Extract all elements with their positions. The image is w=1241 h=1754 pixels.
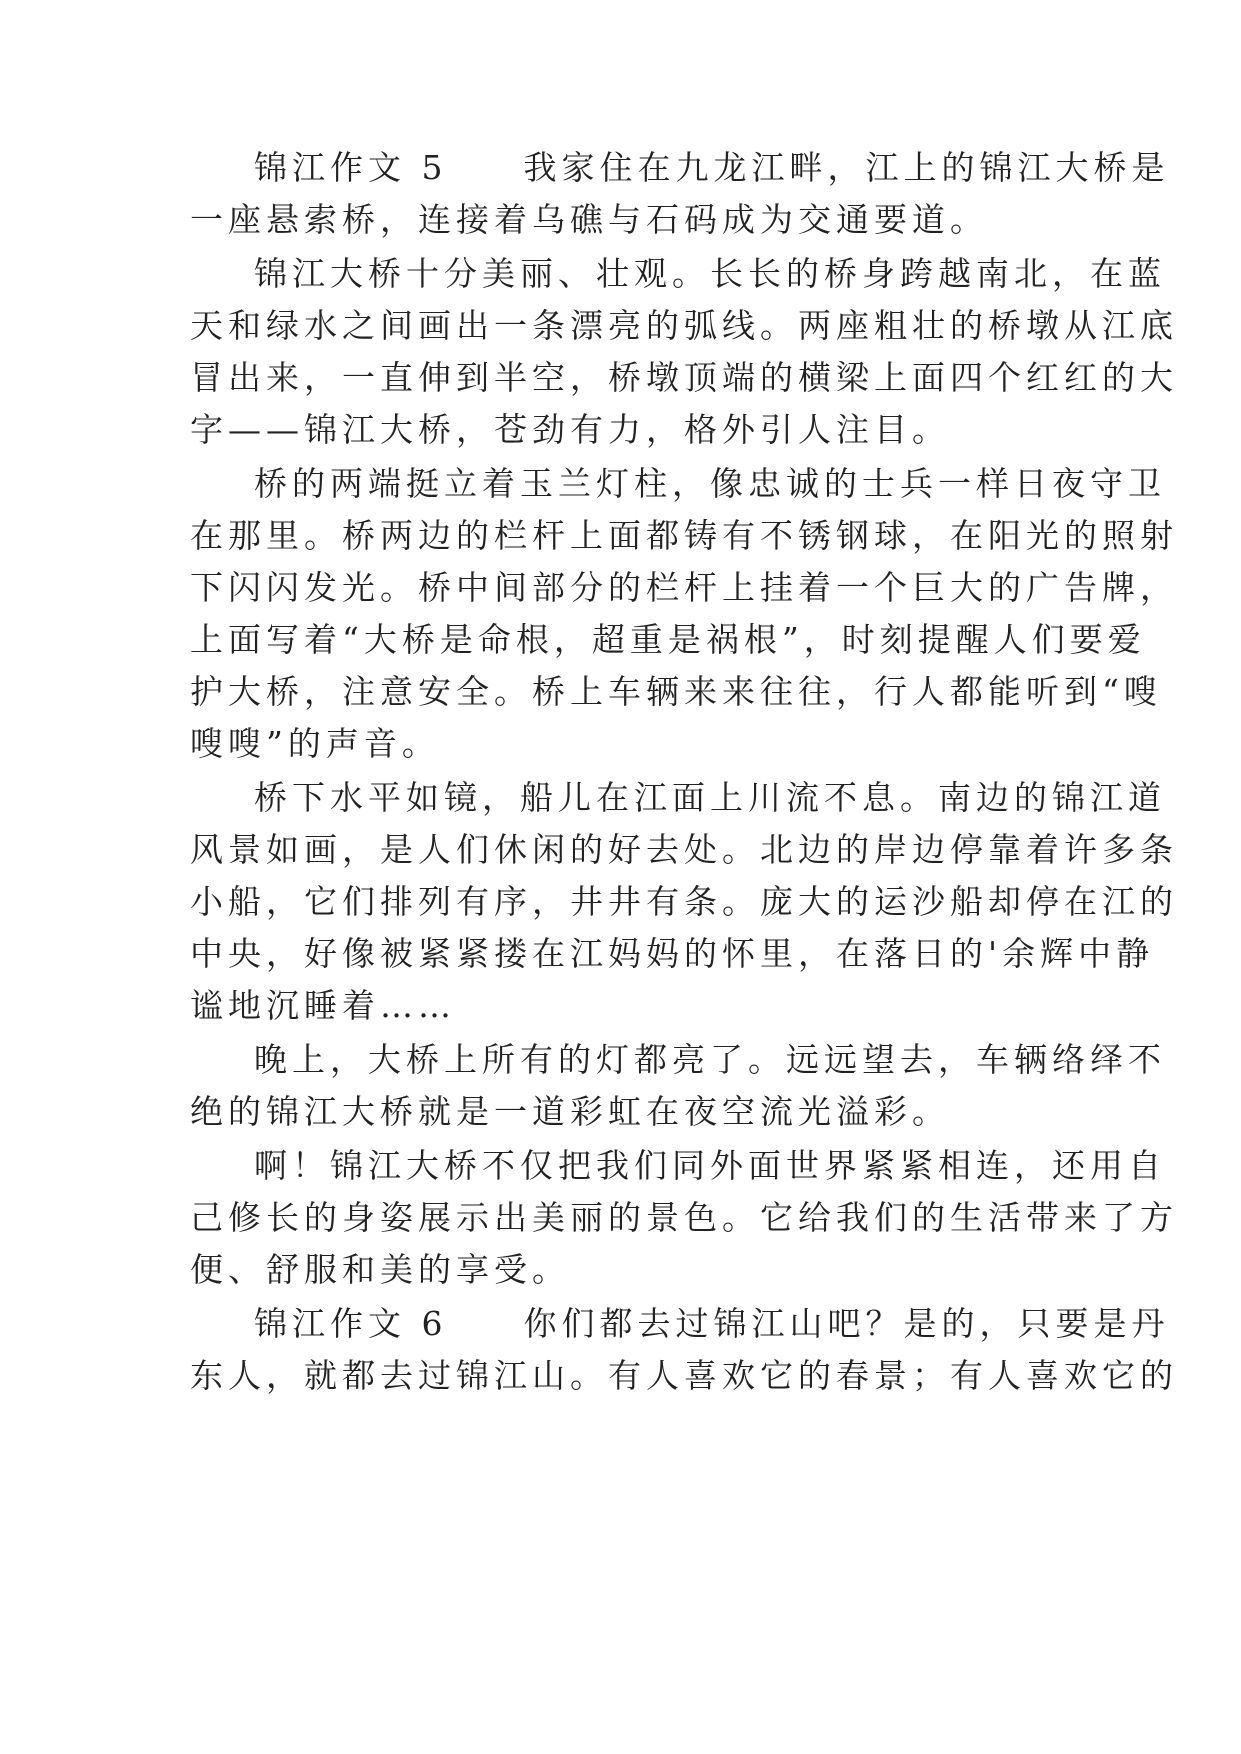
text-line: 谧地沉睡着……: [190, 986, 456, 1025]
text-line: 桥的两端挺立着玉兰灯柱，像忠诚的士兵一样日夜守卫: [254, 464, 1166, 503]
text-line: 晚上，大桥上所有的灯都亮了。远远望去，车辆络绎不: [254, 1040, 1166, 1079]
text-line: 下闪闪发光。桥中间部分的栏杆上挂着一个巨大的广告牌，: [190, 568, 1178, 607]
text-line: 小船，它们排列有序，井井有条。庞大的运沙船却停在江的: [190, 882, 1178, 921]
text-line: 风景如画，是人们休闲的好去处。北边的岸边停靠着许多条: [190, 830, 1178, 869]
text-line: 锦江大桥十分美丽、壮观。长长的桥身跨越南北，在蓝: [254, 254, 1166, 293]
text-line: 锦江作文 6 你们都去过锦江山吧？是的，只要是丹: [254, 1304, 1170, 1343]
text-line: 在那里。桥两边的栏杆上面都铸有不锈钢球，在阳光的照射: [190, 516, 1178, 555]
text-line: 绝的锦江大桥就是一道彩虹在夜空流光溢彩。: [190, 1092, 950, 1131]
text-line: 桥下水平如镜，船儿在江面上川流不息。南边的锦江道: [254, 778, 1166, 817]
text-line: 锦江作文 5 我家住在九龙江畔，江上的锦江大桥是: [254, 148, 1170, 187]
text-line: 天和绿水之间画出一条漂亮的弧线。两座粗壮的桥墩从江底: [190, 306, 1178, 345]
text-line: 上面写着“大桥是命根，超重是祸根”，时刻提醒人们要爱: [190, 620, 1146, 659]
text-line: 便、舒服和美的享受。: [190, 1250, 570, 1289]
text-line: 中央，好像被紧紧搂在江妈妈的怀里，在落日的'余辉中静: [190, 934, 1155, 973]
text-line: 字——锦江大桥，苍劲有力，格外引人注目。: [190, 410, 950, 449]
text-line: 一座悬索桥，连接着乌礁与石码成为交通要道。: [190, 200, 988, 239]
text-line: 己修长的身姿展示出美丽的景色。它给我们的生活带来了方: [190, 1198, 1178, 1237]
text-line: 护大桥，注意安全。桥上车辆来来往往，行人都能听到“嗖: [190, 672, 1162, 711]
text-line: 冒出来，一直伸到半空，桥墩顶端的横梁上面四个红红的大: [190, 358, 1178, 397]
text-line: 啊！锦江大桥不仅把我们同外面世界紧紧相连，还用自: [254, 1146, 1166, 1185]
text-line: 嗖嗖”的声音。: [190, 724, 440, 763]
text-line: 东人，就都去过锦江山。有人喜欢它的春景；有人喜欢它的: [190, 1356, 1178, 1395]
